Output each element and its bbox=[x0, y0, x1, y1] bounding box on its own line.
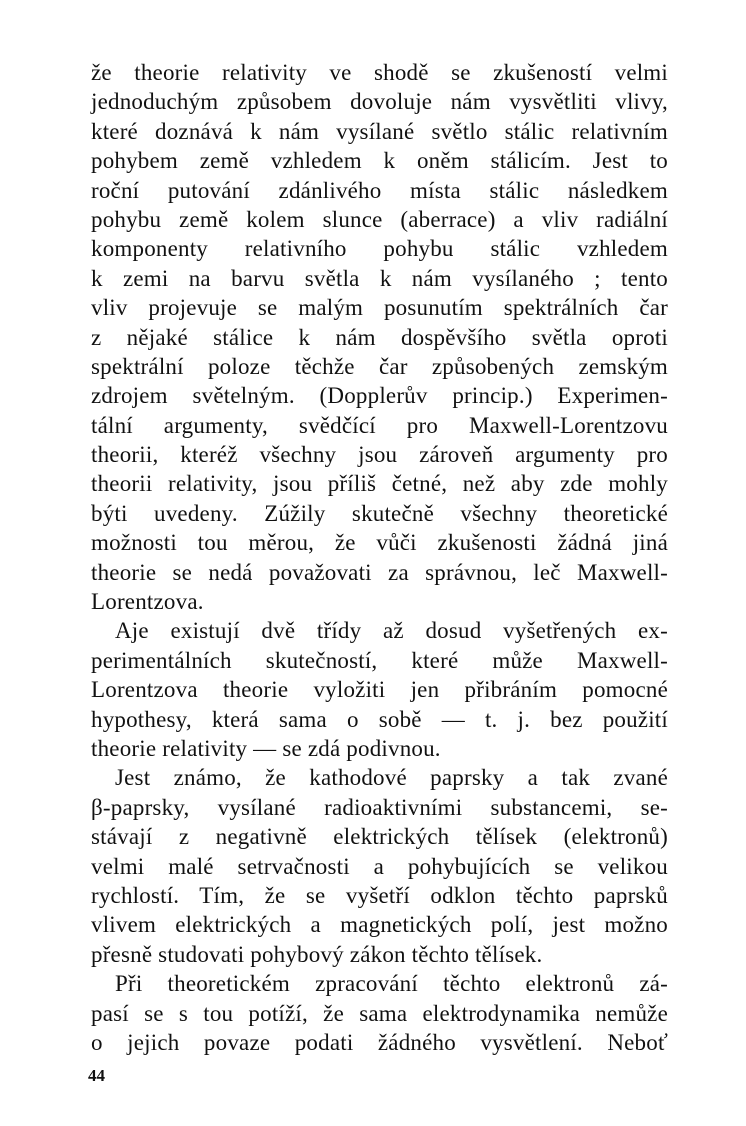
text-line: možnosti tou měrou, že vůči zkušenosti žádná jiná bbox=[91, 530, 668, 556]
body-text bbox=[91, 58, 668, 1057]
text-line: roční putování zdánlivého místa stálic následkem bbox=[91, 177, 668, 203]
text-line: β-paprsky, vysílané radioaktivními substancemi, se- bbox=[91, 794, 668, 820]
text-line: přesně studovati pohybový zákon těchto tělísek. bbox=[91, 941, 543, 967]
text-line: býti uvedeny. Zúžily skutečně všechny theoretické bbox=[91, 500, 668, 526]
text-line: Lorentzova. bbox=[91, 589, 204, 615]
text-line: vliv projevuje se malým posunutím spektrálních čar bbox=[91, 295, 668, 321]
text-line: zdrojem světelným. (Dopplerův princip.) Experimen- bbox=[91, 383, 668, 409]
text-line: stávají z negativně elektrických tělísek (elektronů) bbox=[91, 824, 668, 850]
text-line: komponenty relativního pohybu stálic vzhledem bbox=[91, 236, 668, 262]
text-line: které doznává k nám vysílané světlo stálic relativním bbox=[91, 118, 668, 144]
text-line: vlivem elektrických a magnetických polí, jest možno bbox=[91, 912, 668, 938]
text-line: spektrální poloze těchže čar způsobených zemským bbox=[91, 353, 668, 379]
text-line: Aje existují dvě třídy až dosud vyšetřených ex- bbox=[115, 618, 668, 644]
text-line: Lorentzova theorie vyložiti jen přibráním pomocné bbox=[91, 677, 668, 703]
page-number: 44 bbox=[88, 1066, 105, 1085]
text-line: theorie relativity — se zdá podivnou. bbox=[91, 735, 441, 761]
text-line: Při theoretickém zpracování těchto elektronů zá- bbox=[115, 971, 668, 997]
text-line: pohybu země kolem slunce (aberrace) a vliv radiální bbox=[91, 206, 668, 232]
text-line: pohybem země vzhledem k oněm stálicím. Jest to bbox=[91, 148, 668, 174]
text-line: k zemi na barvu světla k nám vysílaného ; tento bbox=[91, 265, 668, 291]
text-line: theorie se nedá považovati za správnou, leč Maxwell- bbox=[91, 559, 668, 585]
text-line: že theorie relativity ve shodě se zkušeností velmi bbox=[91, 60, 668, 85]
text-line: theorii relativity, jsou příliš četné, než aby zde mohly bbox=[91, 471, 668, 497]
text-line: o jejich povaze podati žádného vysvětlení. Neboť bbox=[91, 1029, 668, 1055]
text-line: velmi malé setrvačnosti a pohybujících se velikou bbox=[91, 853, 668, 879]
text-line: hypothesy, která sama o sobě — t. j. bez použití bbox=[91, 706, 668, 732]
text-line: Jest známo, že kathodové paprsky a tak zvané bbox=[115, 765, 668, 791]
text-line: perimentálních skutečností, které může Maxwell- bbox=[91, 647, 668, 673]
text-line: rychlostí. Tím, že se vyšetří odklon těchto paprsků bbox=[91, 882, 668, 908]
text-line: jednoduchým způsobem dovoluje nám vysvětliti vlivy, bbox=[91, 89, 668, 115]
text-line: pasí se s tou potíží, že sama elektrodynamika nemůže bbox=[91, 1000, 668, 1026]
text-line: z nějaké stálice k nám dospěvšího světla oproti bbox=[91, 324, 668, 350]
text-line: tální argumenty, svědčící pro Maxwell-Lorentzovu bbox=[91, 412, 668, 438]
text-line: theorii, kteréž všechny jsou zároveň argumenty pro bbox=[91, 442, 668, 468]
